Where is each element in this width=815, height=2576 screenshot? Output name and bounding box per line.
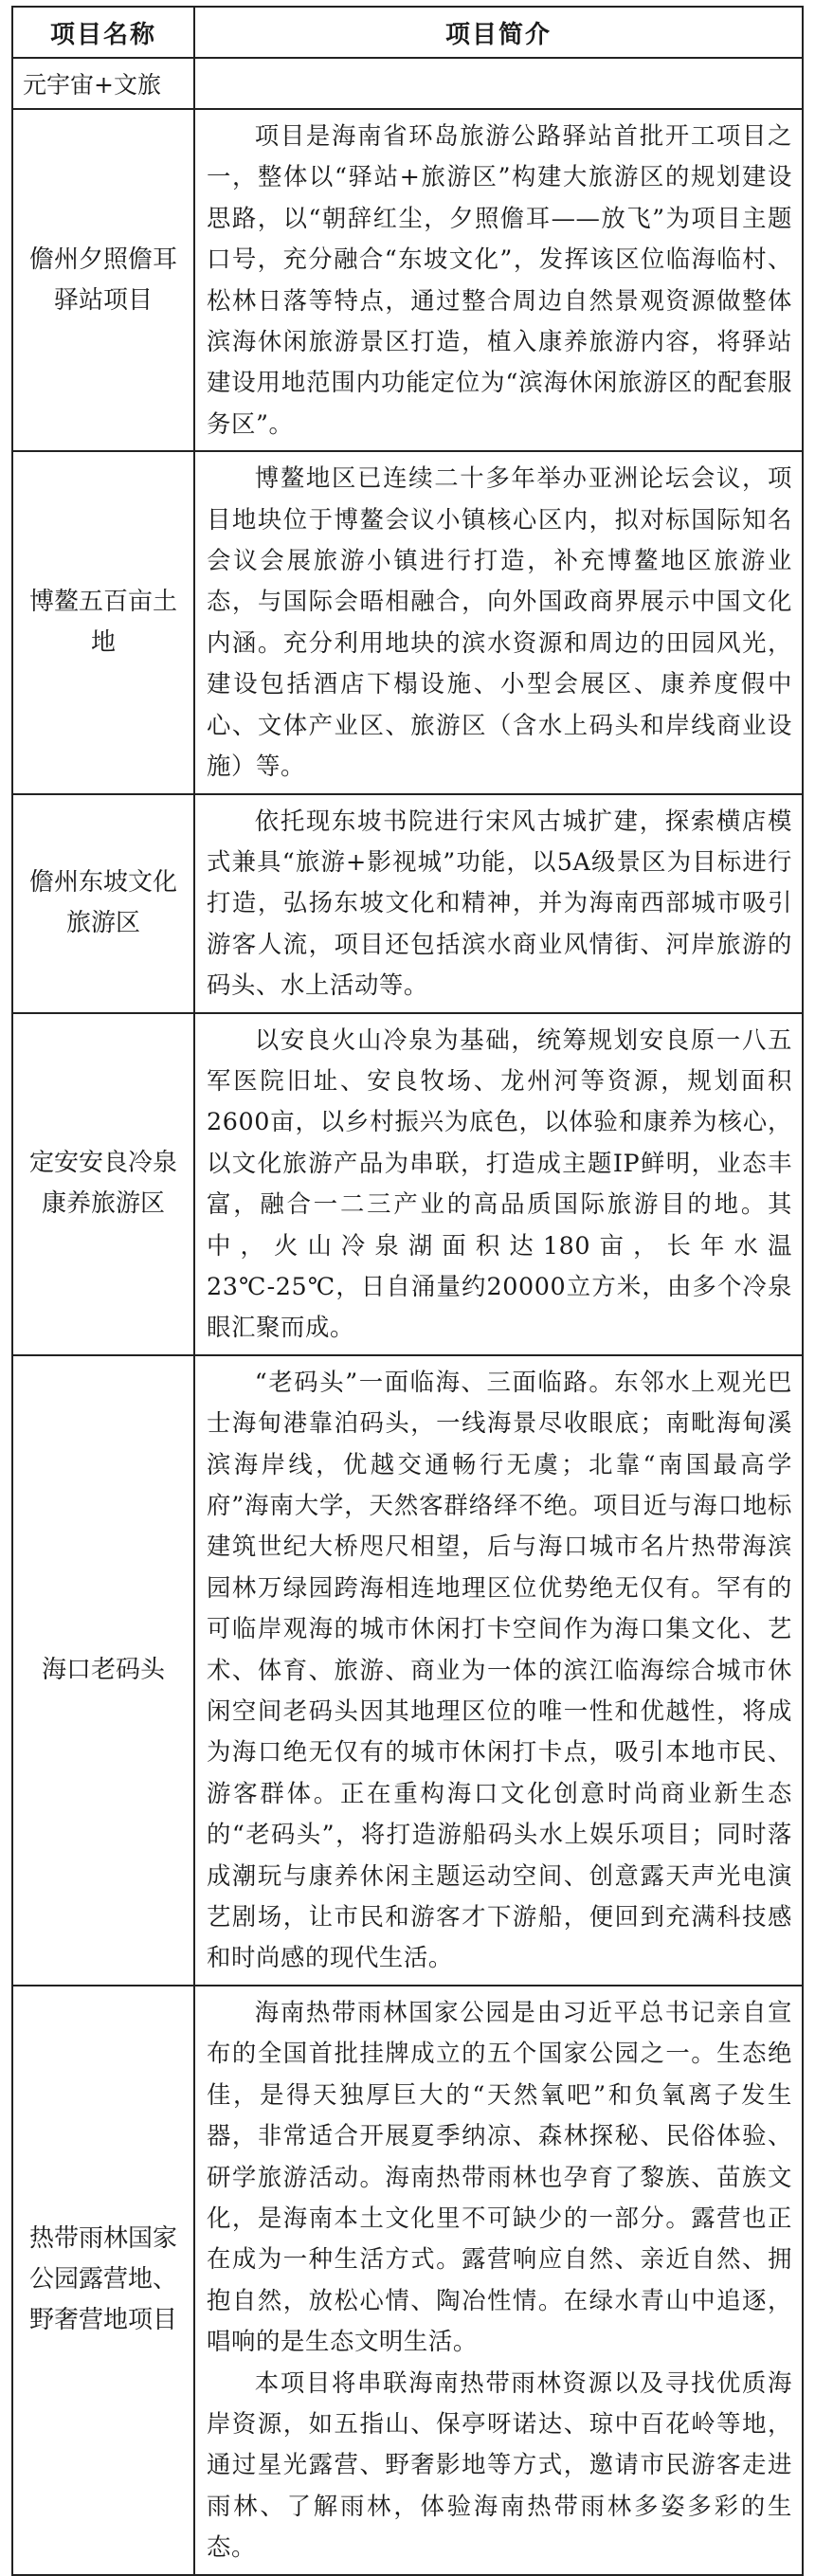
project-description bbox=[194, 794, 803, 1013]
project-description bbox=[194, 1986, 803, 2575]
table-row bbox=[12, 451, 803, 793]
table-row bbox=[12, 1986, 803, 2575]
table-header-row bbox=[12, 7, 803, 58]
description-paragraph: 依托现东坡书院进行宋风古城扩建，探索横店模式兼具“旅游+影视城”功能，以5A级景区为目标进行打造，弘扬东坡文化和精神，并为海南西部城市吸引游客人流，项目还包括滨水商业风情街、河岸旅游的码头、水上活动等。 bbox=[207, 806, 792, 1000]
table-row bbox=[12, 794, 803, 1013]
category-label: 元宇宙+文旅 bbox=[12, 58, 194, 109]
project-name: 热带雨林国家公园露营地、野奢营地项目 bbox=[12, 1986, 194, 2575]
project-description bbox=[194, 451, 803, 793]
project-table-wrapper bbox=[11, 6, 802, 2576]
description-paragraph: 项目是海南省环岛旅游公路驿站首批开工项目之一，整体以“驿站+旅游区”构建大旅游区的规划建设思路，以“朝辞红尘，夕照儋耳——放飞”为项目主题口号，充分融合“东坡文化”，发挥该区位临海临村、松林日落等特点，通过整合周边自然景观资源做整体滨海休闲旅游景区打造，植入康养旅游内容，将驿站建设用地范围内功能定位为“滨海休闲旅游区的配套服务区”。 bbox=[207, 121, 792, 438]
table-row bbox=[12, 1355, 803, 1986]
project-description bbox=[194, 1355, 803, 1986]
category-empty-cell bbox=[194, 58, 803, 109]
header-project-intro: 项目简介 bbox=[194, 7, 803, 58]
project-description bbox=[194, 109, 803, 451]
description-paragraph: 海南热带雨林国家公园是由习近平总书记亲自宣布的全国首批挂牌成立的五个国家公园之一。生态绝佳，是得天独厚巨大的“天然氧吧”和负氧离子发生器，非常适合开展夏季纳凉、森林探秘、民俗体验、研学旅游活动。海南热带雨林也孕育了黎族、苗族文化，是海南本土文化里不可缺少的一部分。露营也正在成为一种生活方式。露营响应自然、亲近自然、拥抱自然，放松心情、陶冶性情。在绿水青山中追逐，唱响的是生态文明生活。 bbox=[207, 1997, 792, 2356]
description-paragraph: 本项目将串联海南热带雨林资源以及寻找优质海岸资源，如五指山、保亭呀诺达、琼中百花岭等地，通过星光露营、野奢影地等方式，邀请市民游客走进雨林、了解雨林，体验海南热带雨林多姿多彩的生态。 bbox=[207, 2367, 792, 2562]
project-description bbox=[194, 1013, 803, 1355]
table-row bbox=[12, 109, 803, 451]
category-row bbox=[12, 58, 803, 109]
project-name: 儋州东坡文化旅游区 bbox=[12, 794, 194, 1013]
project-name: 博鳌五百亩土地 bbox=[12, 451, 194, 793]
description-paragraph: “老码头”一面临海、三面临路。东邻水上观光巴士海甸港靠泊码头，一线海景尽收眼底；南毗海甸溪滨海岸线，优越交通畅行无虞；北靠“南国最高学府”海南大学，天然客群络绎不绝。项目近与海口地标建筑世纪大桥咫尺相望，后与海口城市名片热带海滨园林万绿园跨海相连地理区位优势绝无仅有。罕有的可临岸观海的城市休闲打卡空间作为海口集文化、艺术、体育、旅游、商业为一体的滨江临海综合城市休闲空间老码头因其地理区位的唯一性和优越性，将成为海口绝无仅有的城市休闲打卡点，吸引本地市民、游客群体。正在重构海口文化创意时尚商业新生态的“老码头”，将打造游船码头水上娱乐项目；同时落成潮玩与康养休闲主题运动空间、创意露天声光电演艺剧场，让市民和游客才下游船，便回到充满科技感和时尚感的现代生活。 bbox=[207, 1367, 792, 1972]
project-table bbox=[11, 6, 804, 2576]
description-paragraph: 博鳌地区已连续二十多年举办亚洲论坛会议，项目地块位于博鳌会议小镇核心区内，拟对标国际知名会议会展旅游小镇进行打造，补充博鳌地区旅游业态，与国际会晤相融合，向外国政商界展示中国文化内涵。充分利用地块的滨水资源和周边的田园风光，建设包括酒店下榻设施、小型会展区、康养度假中心、文体产业区、旅游区（含水上码头和岸线商业设施）等。 bbox=[207, 463, 792, 781]
header-project-name: 项目名称 bbox=[12, 7, 194, 58]
project-name: 定安安良冷泉康养旅游区 bbox=[12, 1013, 194, 1355]
project-name: 儋州夕照儋耳驿站项目 bbox=[12, 109, 194, 451]
project-name: 海口老码头 bbox=[12, 1355, 194, 1986]
description-paragraph: 以安良火山冷泉为基础，统筹规划安良原一八五军医院旧址、安良牧场、龙州河等资源，规划面积2600亩，以乡村振兴为底色，以体验和康养为核心，以文化旅游产品为串联，打造成主题IP鲜明，业态丰富，融合一二三产业的高品质国际旅游目的地。其中，火山冷泉湖面积达180亩，长年水温23℃-25℃，日自涌量约20000立方米，由多个冷泉眼汇聚而成。 bbox=[207, 1025, 792, 1342]
table-row bbox=[12, 1013, 803, 1355]
